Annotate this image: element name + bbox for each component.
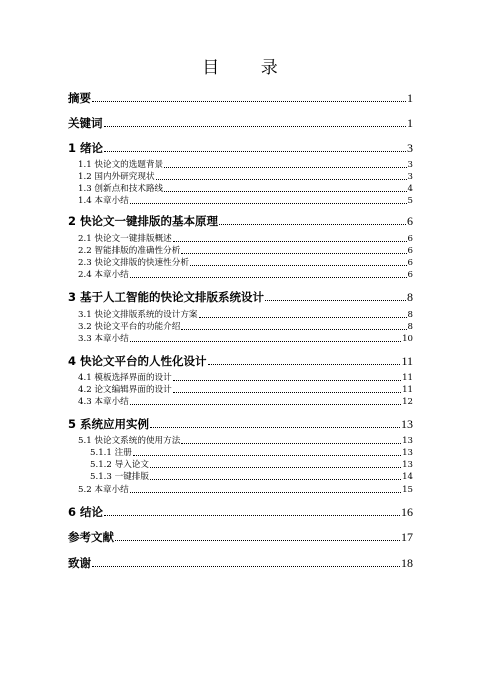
toc-entry-1-3[interactable] (68, 184, 413, 195)
toc-entry-label: 1.1 快论文的选题背景 (78, 160, 164, 170)
toc-entry-acknowledgements[interactable] (68, 556, 413, 570)
toc-page-number: 11 (401, 354, 413, 368)
leader-dots (92, 101, 406, 102)
leader-dots (130, 277, 407, 278)
toc-page-number: 13 (402, 448, 413, 458)
leader-dots (190, 265, 407, 266)
toc-entry-label: 3.2 快论文平台的功能介绍 (78, 322, 181, 332)
toc-entry-label: 4.2 论文编辑界面的设计 (78, 385, 172, 395)
toc-entry-chapter-6[interactable] (68, 505, 413, 519)
toc-entry-label: 参考文献 (68, 530, 114, 544)
toc-entry-5-2[interactable] (68, 485, 413, 496)
toc-entry-label: 致谢 (68, 556, 91, 570)
toc-entry-keywords[interactable] (68, 116, 413, 130)
toc-entry-label: 2.4 本章小结 (78, 270, 129, 280)
toc-entry-5-1-1[interactable] (68, 448, 413, 459)
toc-page-number: 1 (407, 116, 413, 130)
toc-entry-label: 2 快论文一键排版的基本原理 (68, 214, 219, 228)
toc-entry-4-1[interactable] (68, 373, 413, 384)
leader-dots (92, 566, 400, 567)
leader-dots (104, 515, 400, 516)
toc-entry-label: 5.1.3 一键排版 (90, 472, 149, 482)
toc-page-number: 13 (402, 436, 413, 446)
toc-entry-label: 关键词 (68, 116, 103, 130)
toc-entry-label: 1.3 创新点和技术路线 (78, 184, 164, 194)
toc-entry-label: 5.2 本章小结 (78, 485, 129, 495)
toc-page-number: 6 (407, 234, 413, 244)
toc-page-number: 5 (407, 196, 413, 206)
leader-dots (150, 427, 400, 428)
toc-page-number: 13 (402, 460, 413, 470)
toc-entry-1-4[interactable] (68, 196, 413, 207)
toc-entry-1-2[interactable] (68, 172, 413, 183)
toc-entry-label: 4.1 模板选择界面的设计 (78, 373, 172, 383)
leader-dots (156, 179, 407, 180)
toc-entry-references[interactable] (68, 530, 413, 544)
toc-entry-chapter-3[interactable] (68, 290, 413, 304)
toc-entry-3-1[interactable] (68, 310, 413, 321)
toc-entry-chapter-2[interactable] (68, 214, 413, 228)
leader-dots (181, 253, 406, 254)
toc-entry-chapter-5[interactable] (68, 417, 413, 431)
toc-entry-label: 5 系统应用实例 (68, 417, 150, 431)
toc-entry-label: 3.1 快论文排版系统的设计方案 (78, 310, 198, 320)
toc-entry-label: 4.3 本章小结 (78, 397, 129, 407)
toc-page-number: 6 (407, 246, 413, 256)
toc-entry-5-1[interactable] (68, 436, 413, 447)
leader-dots (219, 224, 406, 225)
leader-dots (104, 151, 406, 152)
leader-dots (164, 167, 406, 168)
toc-page-number: 15 (402, 485, 413, 495)
toc-entry-abstract[interactable] (68, 91, 413, 105)
leader-dots (130, 341, 401, 342)
leader-dots (164, 191, 406, 192)
toc-entry-1-1[interactable] (68, 160, 413, 171)
toc-page-number: 17 (401, 530, 413, 544)
leader-dots (104, 126, 407, 127)
toc-entry-label: 4 快论文平台的人性化设计 (68, 354, 207, 368)
toc-entry-label: 2.1 快论文一键排版概述 (78, 234, 172, 244)
toc-entry-2-1[interactable] (68, 234, 413, 245)
toc-page-number: 1 (407, 91, 413, 105)
toc-page-number: 3 (407, 160, 413, 170)
toc-entry-label: 3.3 本章小结 (78, 334, 129, 344)
leader-dots (181, 329, 406, 330)
toc-page-number: 3 (407, 172, 413, 182)
toc-entry-4-3[interactable] (68, 397, 413, 408)
toc-page-number: 11 (402, 385, 413, 395)
toc-entry-chapter-4[interactable] (68, 354, 413, 368)
toc-entry-label: 6 结论 (68, 505, 104, 519)
toc-page-number: 13 (401, 417, 413, 431)
toc-page-number: 8 (407, 310, 413, 320)
leader-dots (133, 455, 401, 456)
toc-entry-2-2[interactable] (68, 246, 413, 257)
toc-page-number: 8 (407, 322, 413, 332)
leader-dots (181, 443, 401, 444)
toc-entry-label: 2.2 智能排版的准确性分析 (78, 246, 181, 256)
toc-entry-label: 5.1.2 导入论文 (90, 460, 149, 470)
leader-dots (150, 479, 401, 480)
leader-dots (130, 203, 407, 204)
toc-entry-2-3[interactable] (68, 258, 413, 269)
toc-page-number: 6 (407, 214, 413, 228)
toc-page-number: 12 (402, 397, 413, 407)
toc-entry-label: 2.3 快论文排版的快速性分析 (78, 258, 189, 268)
leader-dots (115, 540, 400, 541)
toc-entry-3-2[interactable] (68, 322, 413, 333)
leader-dots (208, 364, 401, 365)
toc-entry-label: 3 基于人工智能的快论文排版系统设计 (68, 290, 265, 304)
toc-entry-2-4[interactable] (68, 270, 413, 281)
toc-entry-chapter-1[interactable] (68, 141, 413, 155)
toc-page-number: 14 (402, 472, 413, 482)
toc-page-number: 18 (401, 556, 413, 570)
toc-page-number: 3 (407, 141, 413, 155)
toc-entry-label: 1.2 国内外研究现状 (78, 172, 155, 182)
toc-entry-label: 5.1 快论文系统的使用方法 (78, 436, 181, 446)
toc-page-number: 4 (407, 184, 413, 194)
leader-dots (199, 317, 407, 318)
leader-dots (173, 392, 401, 393)
leader-dots (173, 241, 407, 242)
toc-page-number: 6 (407, 258, 413, 268)
toc-page-number: 6 (407, 270, 413, 280)
leader-dots (173, 380, 401, 381)
toc-entry-5-1-2[interactable] (68, 460, 413, 471)
toc-entry-label: 1 绪论 (68, 141, 104, 155)
leader-dots (265, 300, 406, 301)
toc-page-number: 11 (402, 373, 413, 383)
page-title: 目 录 (202, 58, 296, 78)
leader-dots (130, 404, 401, 405)
leader-dots (150, 467, 401, 468)
toc-entry-4-2[interactable] (68, 385, 413, 396)
toc-entry-label: 摘要 (68, 91, 91, 105)
toc-entry-3-3[interactable] (68, 334, 413, 345)
leader-dots (130, 492, 401, 493)
toc-entry-label: 5.1.1 注册 (90, 448, 132, 458)
toc-page-number: 16 (401, 505, 413, 519)
toc-page-number: 8 (407, 290, 413, 304)
toc-entry-label: 1.4 本章小结 (78, 196, 129, 206)
toc-page-number: 10 (402, 334, 413, 344)
toc-entry-5-1-3[interactable] (68, 472, 413, 483)
